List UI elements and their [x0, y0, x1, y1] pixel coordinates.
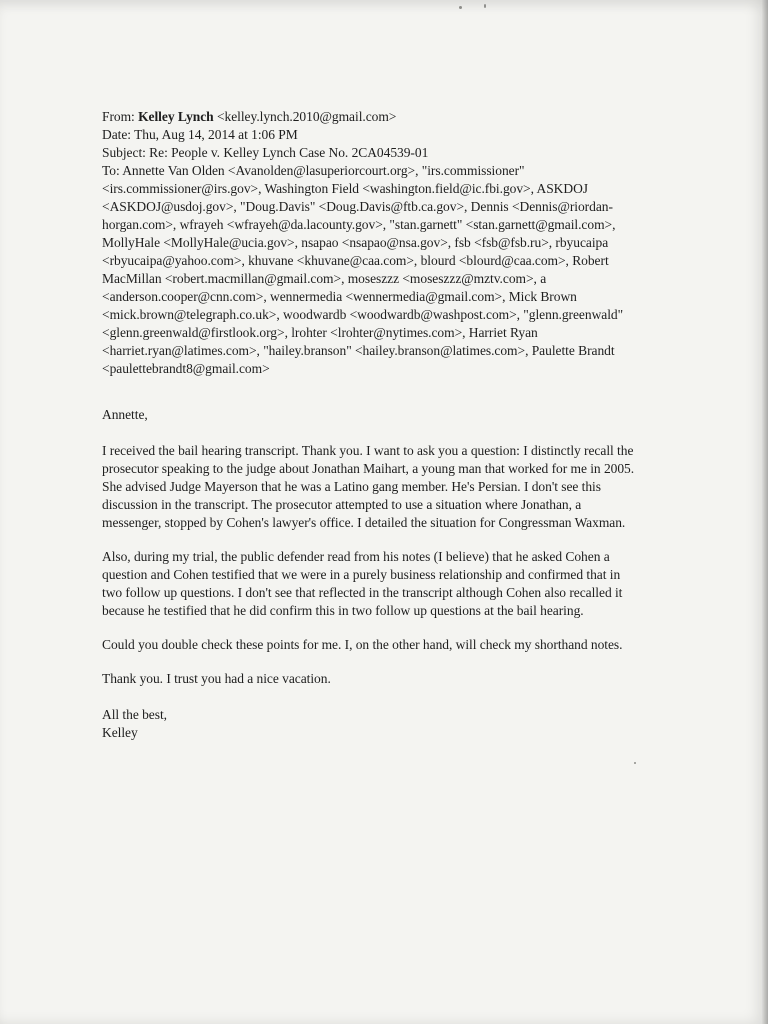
signature: Kelley	[102, 725, 138, 740]
paragraph-line: two follow up questions. I don't see that reflected in the transcript although Cohen also recalled it	[102, 585, 623, 600]
from-email: <kelley.lynch.2010@gmail.com>	[213, 109, 397, 124]
recipients-line: <irs.commissioner@irs.gov>, Washington Field <washington.field@ic.fbi.gov>, ASKDOJ	[102, 181, 588, 196]
paragraph-line: I received the bail hearing transcript. Thank you. I want to ask you a question: I distinctly recall the	[102, 443, 634, 458]
recipients-line: MacMillan <robert.macmillan@gmail.com>, moseszzz <moseszzz@mztv.com>, a	[102, 271, 547, 286]
recipients-line: <ASKDOJ@usdoj.gov>, "Doug.Davis" <Doug.Davis@ftb.ca.gov>, Dennis <Dennis@riordan-	[102, 199, 613, 214]
paragraph-line: prosecutor speaking to the judge about Jonathan Maihart, a young man that worked for me in 2005.	[102, 461, 635, 476]
paragraph-line: Also, during my trial, the public defender read from his notes (I believe) that he asked Cohen a	[102, 549, 610, 564]
recipients-line: MollyHale <MollyHale@ucia.gov>, nsapao <nsapao@nsa.gov>, fsb <fsb@fsb.ru>, rbyucaipa	[102, 235, 609, 250]
paragraph-line: Thank you. I trust you had a nice vacation.	[102, 671, 331, 686]
recipients-line: <harriet.ryan@latimes.com>, "hailey.branson" <hailey.branson@latimes.com>, Paulette Brandt	[102, 343, 615, 358]
recipients-line: To: Annette Van Olden <Avanolden@lasuperiorcourt.org>, "irs.commissioner"	[102, 163, 525, 178]
scan-speck	[634, 762, 636, 764]
recipients-line: <mick.brown@telegraph.co.uk>, woodwardb <woodwardb@washpost.com>, "glenn.greenwald"	[102, 307, 624, 322]
recipients-line: <rbyucaipa@yahoo.com>, khuvane <khuvane@caa.com>, blourd <blourd@caa.com>, Robert	[102, 253, 609, 268]
recipients-line: <glenn.greenwald@firstlook.org>, lrohter <lrohter@nytimes.com>, Harriet Ryan	[102, 325, 538, 340]
paragraph-line: question and Cohen testified that we were in a purely business relationship and confirmed that in	[102, 567, 621, 582]
recipients-line: <paulettebrandt8@gmail.com>	[102, 361, 270, 376]
scan-speck	[484, 4, 486, 8]
paragraph-line: She advised Judge Mayerson that he was a Latino gang member. He's Persian. I don't see this	[102, 479, 601, 494]
closing: All the best,	[102, 707, 167, 722]
scan-speck	[459, 6, 462, 9]
subject-line: Subject: Re: People v. Kelley Lynch Case No. 2CA04539-01	[102, 145, 429, 160]
from-line	[102, 108, 396, 126]
paragraph-line: because he testified that he did confirm this in two follow up questions at the bail hearing.	[102, 603, 584, 618]
from-label: From:	[102, 109, 139, 124]
recipients-line: <anderson.cooper@cnn.com>, wennermedia <wennermedia@gmail.com>, Mick Brown	[102, 289, 577, 304]
recipients-line: horgan.com>, wfrayeh <wfrayeh@da.lacounty.gov>, "stan.garnett" <stan.garnett@gmail.com>,	[102, 217, 616, 232]
paragraph-line: discussion in the transcript. The prosecutor attempted to use a situation where Jonathan, a	[102, 497, 582, 512]
paragraph-line: messenger, stopped by Cohen's lawyer's office. I detailed the situation for Congressman Waxman.	[102, 515, 626, 530]
from-name: Kelley Lynch	[138, 109, 214, 124]
paragraph-line: Could you double check these points for me. I, on the other hand, will check my shorthand notes.	[102, 637, 623, 652]
date-line: Date: Thu, Aug 14, 2014 at 1:06 PM	[102, 127, 298, 142]
salutation: Annette,	[102, 407, 148, 422]
